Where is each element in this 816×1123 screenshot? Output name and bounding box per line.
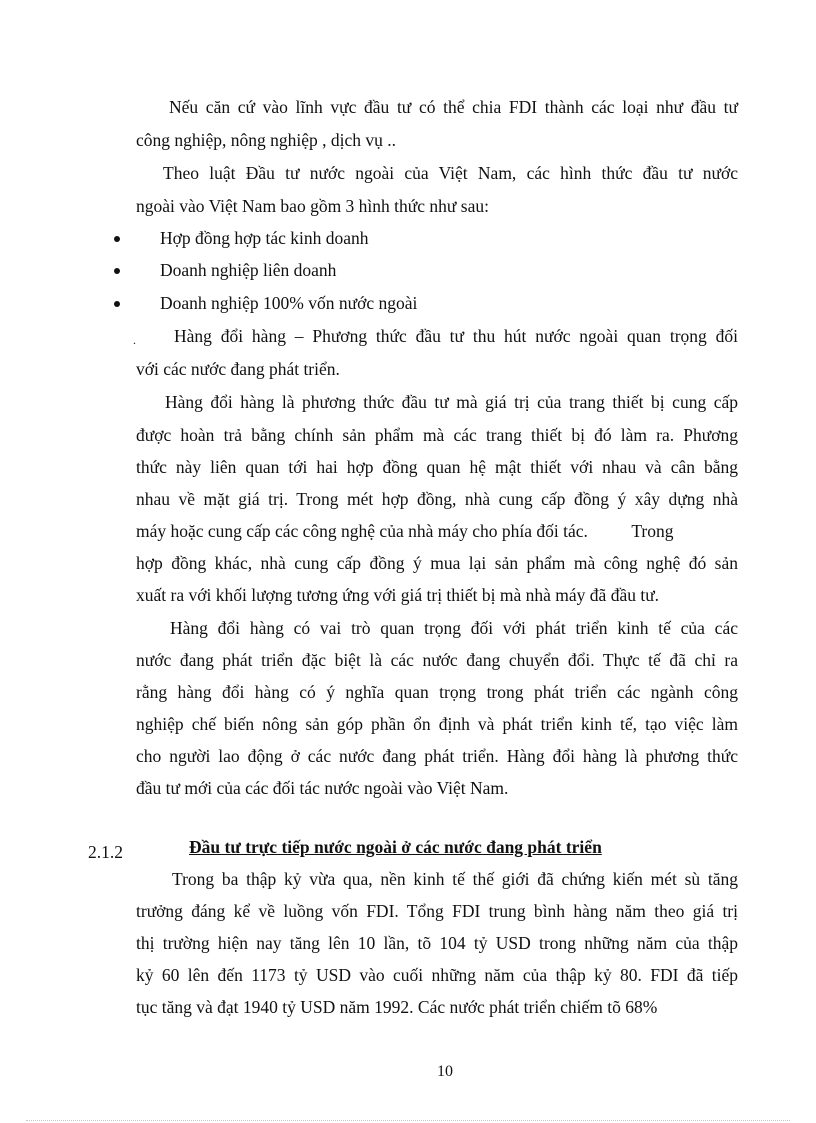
- paragraph-4-line-5: máy hoặc cung cấp các công nghệ của nhà máy cho phía đối tác. Trong: [136, 521, 674, 541]
- paragraph-6-line-3: thị trường hiện nay tăng lên 10 lần, tõ 104 tỷ USD trong những năm của thập: [136, 933, 738, 953]
- paragraph-5-line-1: Hàng đổi hàng có vai trò quan trọng đối với phát triển kinh tế của các: [170, 618, 738, 638]
- paragraph-5-line-2: nước đang phát triển đặc biệt là các nước đang chuyển đổi. Thực tế đã chỉ ra: [136, 650, 738, 670]
- paragraph-3-line-1: Hàng đổi hàng – Phương thức đầu tư thu hút nước ngoài quan trọng đối: [174, 326, 738, 346]
- paragraph-4-line-6: hợp đồng khác, nhà cung cấp đồng ý mua lại sản phẩm mà công nghệ đó sản: [136, 553, 738, 573]
- paragraph-6-line-1: Trong ba thập kỷ vừa qua, nền kinh tế thế giới đã chứng kiến mét sù tăng: [172, 869, 738, 889]
- paragraph-5-line-4: nghiệp chế biến nông sản góp phần ổn định và phát triển kinh tế, tạo việc làm: [136, 714, 738, 734]
- section-number: 2.1.2: [88, 842, 123, 862]
- paragraph-4-line-4: nhau về mặt giá trị. Trong mét hợp đồng, nhà cung cấp đồng ý xây dựng nhà: [136, 489, 738, 509]
- paragraph-1-line-2: công nghiệp, nông nghiệp , dịch vụ ..: [136, 130, 397, 150]
- paragraph-6-line-4: kỷ 60 lên đến 1173 tỷ USD vào cuối những năm của thập kỷ 80. FDI đã tiếp: [136, 965, 738, 985]
- paragraph-2-line-2: ngoài vào Việt Nam bao gồm 3 hình thức như sau:: [136, 196, 489, 216]
- page-number: 10: [437, 1063, 453, 1080]
- section-title: Đầu tư trực tiếp nước ngoài ở các nước đang phát triển: [189, 837, 602, 857]
- paragraph-4-line-2: được hoàn trả bằng chính sản phẩm mà các trang thiết bị đó làm ra. Phương: [136, 425, 738, 445]
- paragraph-4-line-7: xuất ra với khối lượng tương ứng với giá trị thiết bị mà nhà máy đã đầu tư.: [136, 585, 660, 605]
- bullet-dot-1: [114, 236, 120, 242]
- paragraph-5-line-3: rằng hàng đổi hàng có ý nghĩa quan trọng trong phát triển các ngành công: [136, 682, 738, 702]
- paragraph-3-line-2: với các nước đang phát triển.: [136, 359, 340, 379]
- bullet-item-2: Doanh nghiệp liên doanh: [160, 260, 337, 280]
- page-bottom-rule: [26, 1120, 790, 1121]
- paragraph-1-line-1: Nếu căn cứ vào lĩnh vực đầu tư có thể chia FDI thành các loại như đầu tư: [169, 97, 738, 117]
- bullet-item-3: Doanh nghiệp 100% vốn nước ngoài: [160, 293, 418, 313]
- paragraph-6-line-5: tục tăng và đạt 1940 tỷ USD năm 1992. Các nước phát triển chiếm tõ 68%: [136, 997, 658, 1017]
- paragraph-4-line-1: Hàng đổi hàng là phương thức đầu tư mà giá trị của trang thiết bị cung cấp: [165, 392, 738, 412]
- stray-mark: .: [133, 333, 136, 347]
- bullet-dot-2: [114, 268, 120, 274]
- paragraph-6-line-2: trưởng đáng kể về luồng vốn FDI. Tổng FDI trung bình hàng năm theo giá trị: [136, 901, 738, 921]
- paragraph-4-line-3: thức này liên quan tới hai hợp đồng quan hệ mật thiết với nhau và cân bằng: [136, 457, 738, 477]
- paragraph-2-line-1: Theo luật Đầu tư nước ngoài của Việt Nam, các hình thức đầu tư nước: [163, 163, 738, 183]
- paragraph-5-line-5: cho người lao động ở các nước đang phát triển. Hàng đổi hàng là phương thức: [136, 746, 738, 766]
- bullet-item-1: Hợp đồng hợp tác kinh doanh: [160, 228, 369, 248]
- paragraph-5-line-6: đầu tư mới của các đối tác nước ngoài vào Việt Nam.: [136, 778, 509, 798]
- bullet-dot-3: [114, 301, 120, 307]
